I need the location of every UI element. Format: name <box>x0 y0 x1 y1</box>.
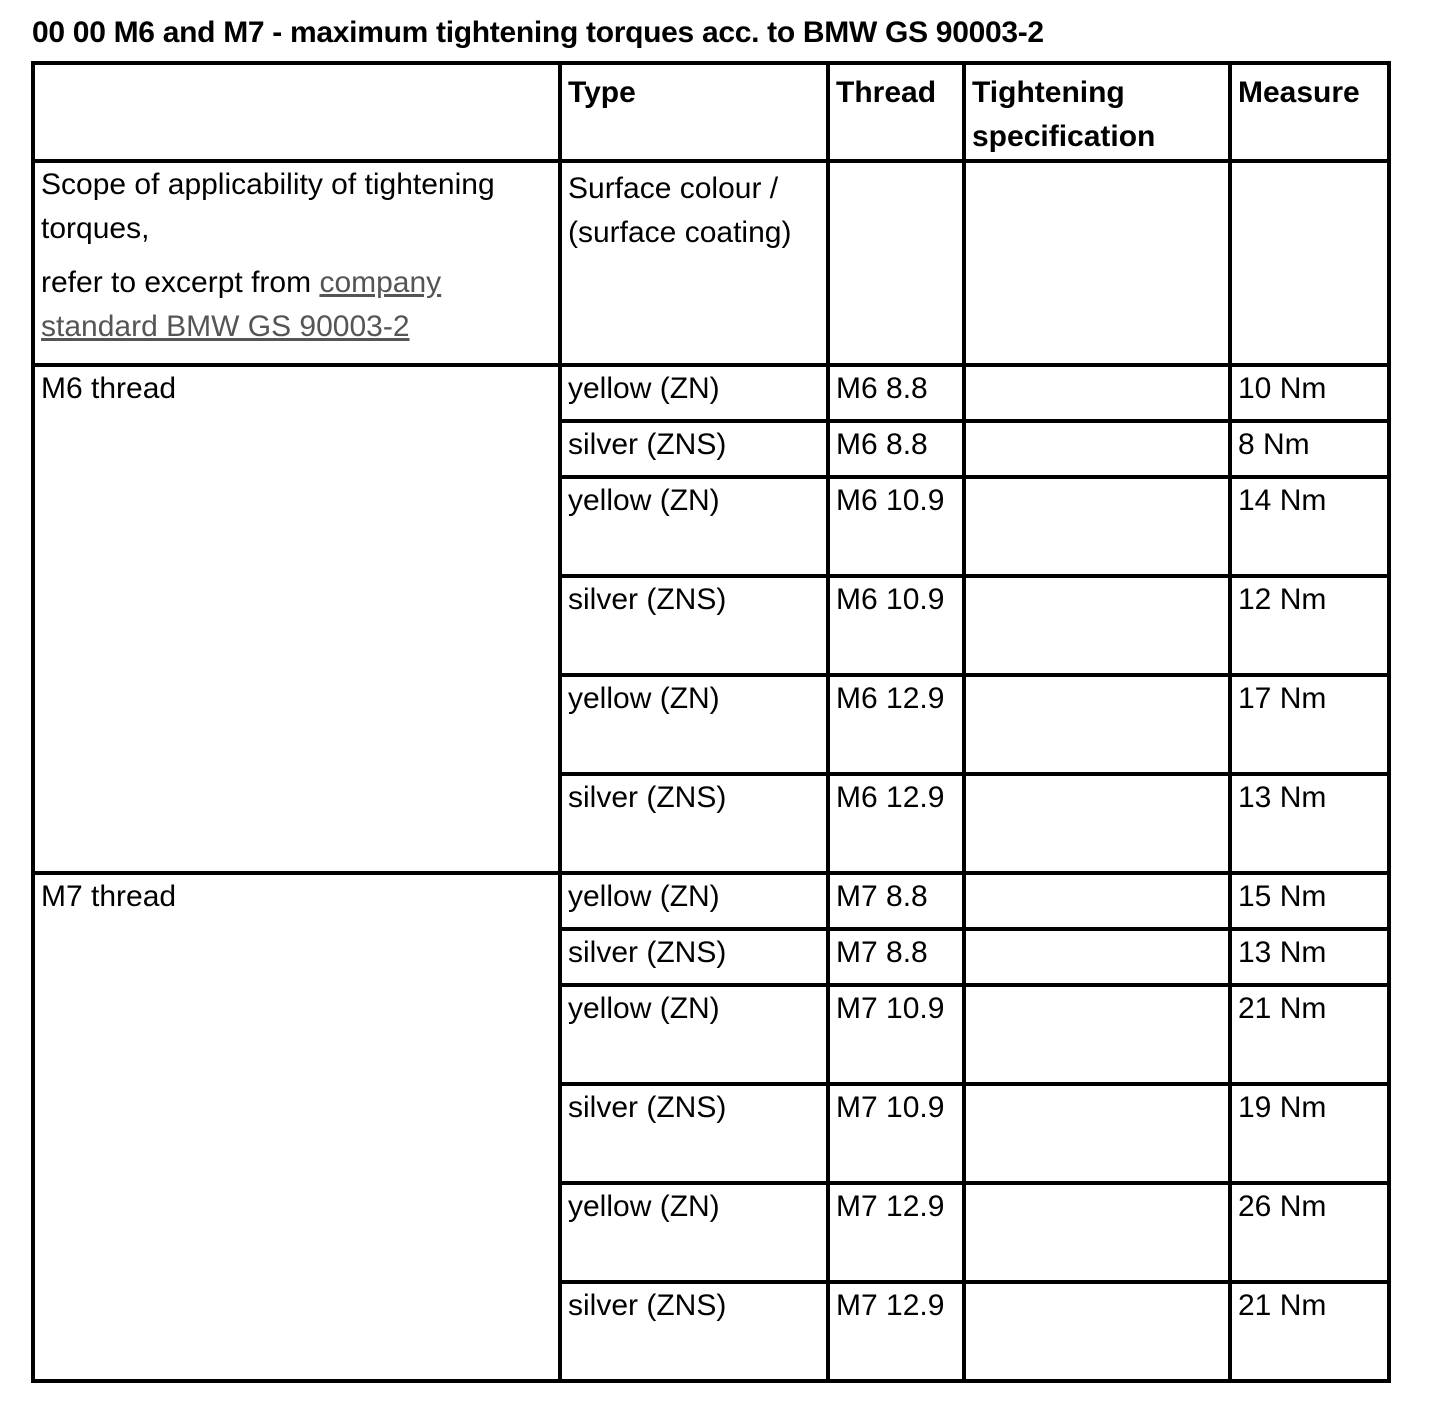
scope-line: Scope of applicability of tightening torques, <box>41 168 495 245</box>
spec-cell <box>964 1282 1230 1381</box>
type-cell: yellow (ZN) <box>560 477 828 576</box>
measure-cell: 10 Nm <box>1230 365 1389 421</box>
type-cell: yellow (ZN) <box>560 365 828 421</box>
thread-cell: M6 10.9 <box>828 477 964 576</box>
thread-cell: M6 8.8 <box>828 365 964 421</box>
scope-row <box>33 161 1389 365</box>
spec-cell <box>964 421 1230 477</box>
company-standard-link[interactable]: company standard BMW GS 90003-2 <box>41 266 442 343</box>
measure-cell: 13 Nm <box>1230 774 1389 873</box>
page-title: 00 00 M6 and M7 - maximum tightening torques acc. to BMW GS 90003-2 <box>32 16 1044 49</box>
thread-cell: M6 12.9 <box>828 774 964 873</box>
spec-cell <box>964 873 1230 929</box>
header-blank <box>33 63 560 161</box>
type-cell: silver (ZNS) <box>560 774 828 873</box>
table-header-row <box>33 63 1389 161</box>
type-cell: yellow (ZN) <box>560 873 828 929</box>
measure-cell: 17 Nm <box>1230 675 1389 774</box>
spec-cell <box>964 576 1230 675</box>
measure-cell: 15 Nm <box>1230 873 1389 929</box>
type-cell: silver (ZNS) <box>560 576 828 675</box>
thread-cell: M7 8.8 <box>828 873 964 929</box>
type-cell: silver (ZNS) <box>560 421 828 477</box>
measure-cell: 26 Nm <box>1230 1183 1389 1282</box>
measure-cell: 19 Nm <box>1230 1084 1389 1183</box>
spec-cell <box>964 1084 1230 1183</box>
spec-cell <box>964 365 1230 421</box>
type-cell: yellow (ZN) <box>560 985 828 1084</box>
thread-cell: M7 10.9 <box>828 985 964 1084</box>
thread-cell: M7 12.9 <box>828 1183 964 1282</box>
spec-cell <box>964 675 1230 774</box>
table-row <box>33 365 1389 421</box>
measure-cell: 12 Nm <box>1230 576 1389 675</box>
measure-cell: 21 Nm <box>1230 1282 1389 1381</box>
header-type: Type <box>560 63 828 161</box>
type-cell: silver (ZNS) <box>560 1084 828 1183</box>
scope-type: Surface colour / (surface coating) <box>560 161 828 365</box>
thread-group-label: M7 thread <box>33 873 560 1381</box>
spec-cell <box>964 1183 1230 1282</box>
measure-cell: 21 Nm <box>1230 985 1389 1084</box>
scope-measure-empty <box>1230 161 1389 365</box>
header-thread: Thread <box>828 63 964 161</box>
measure-cell: 14 Nm <box>1230 477 1389 576</box>
type-cell: silver (ZNS) <box>560 929 828 985</box>
scope-reference-prefix: refer to excerpt from <box>41 266 320 299</box>
type-cell: yellow (ZN) <box>560 675 828 774</box>
type-cell: yellow (ZN) <box>560 1183 828 1282</box>
type-cell: silver (ZNS) <box>560 1282 828 1381</box>
thread-cell: M6 8.8 <box>828 421 964 477</box>
measure-cell: 13 Nm <box>1230 929 1389 985</box>
thread-group-label: M6 thread <box>33 365 560 873</box>
torque-groups <box>33 365 1389 1381</box>
scope-thread-empty <box>828 161 964 365</box>
spec-cell <box>964 774 1230 873</box>
spec-cell <box>964 985 1230 1084</box>
spec-cell <box>964 929 1230 985</box>
thread-cell: M6 12.9 <box>828 675 964 774</box>
header-measure: Measure <box>1230 63 1389 161</box>
torque-table <box>31 61 1391 1383</box>
measure-cell: 8 Nm <box>1230 421 1389 477</box>
table-row <box>33 873 1389 929</box>
header-tightening-specification: Tightening specification <box>964 63 1230 161</box>
spec-cell <box>964 477 1230 576</box>
thread-cell: M7 10.9 <box>828 1084 964 1183</box>
scope-spec-empty <box>964 161 1230 365</box>
thread-cell: M7 8.8 <box>828 929 964 985</box>
thread-cell: M7 12.9 <box>828 1282 964 1381</box>
scope-reference <box>41 261 552 349</box>
scope-description <box>33 161 560 365</box>
thread-cell: M6 10.9 <box>828 576 964 675</box>
